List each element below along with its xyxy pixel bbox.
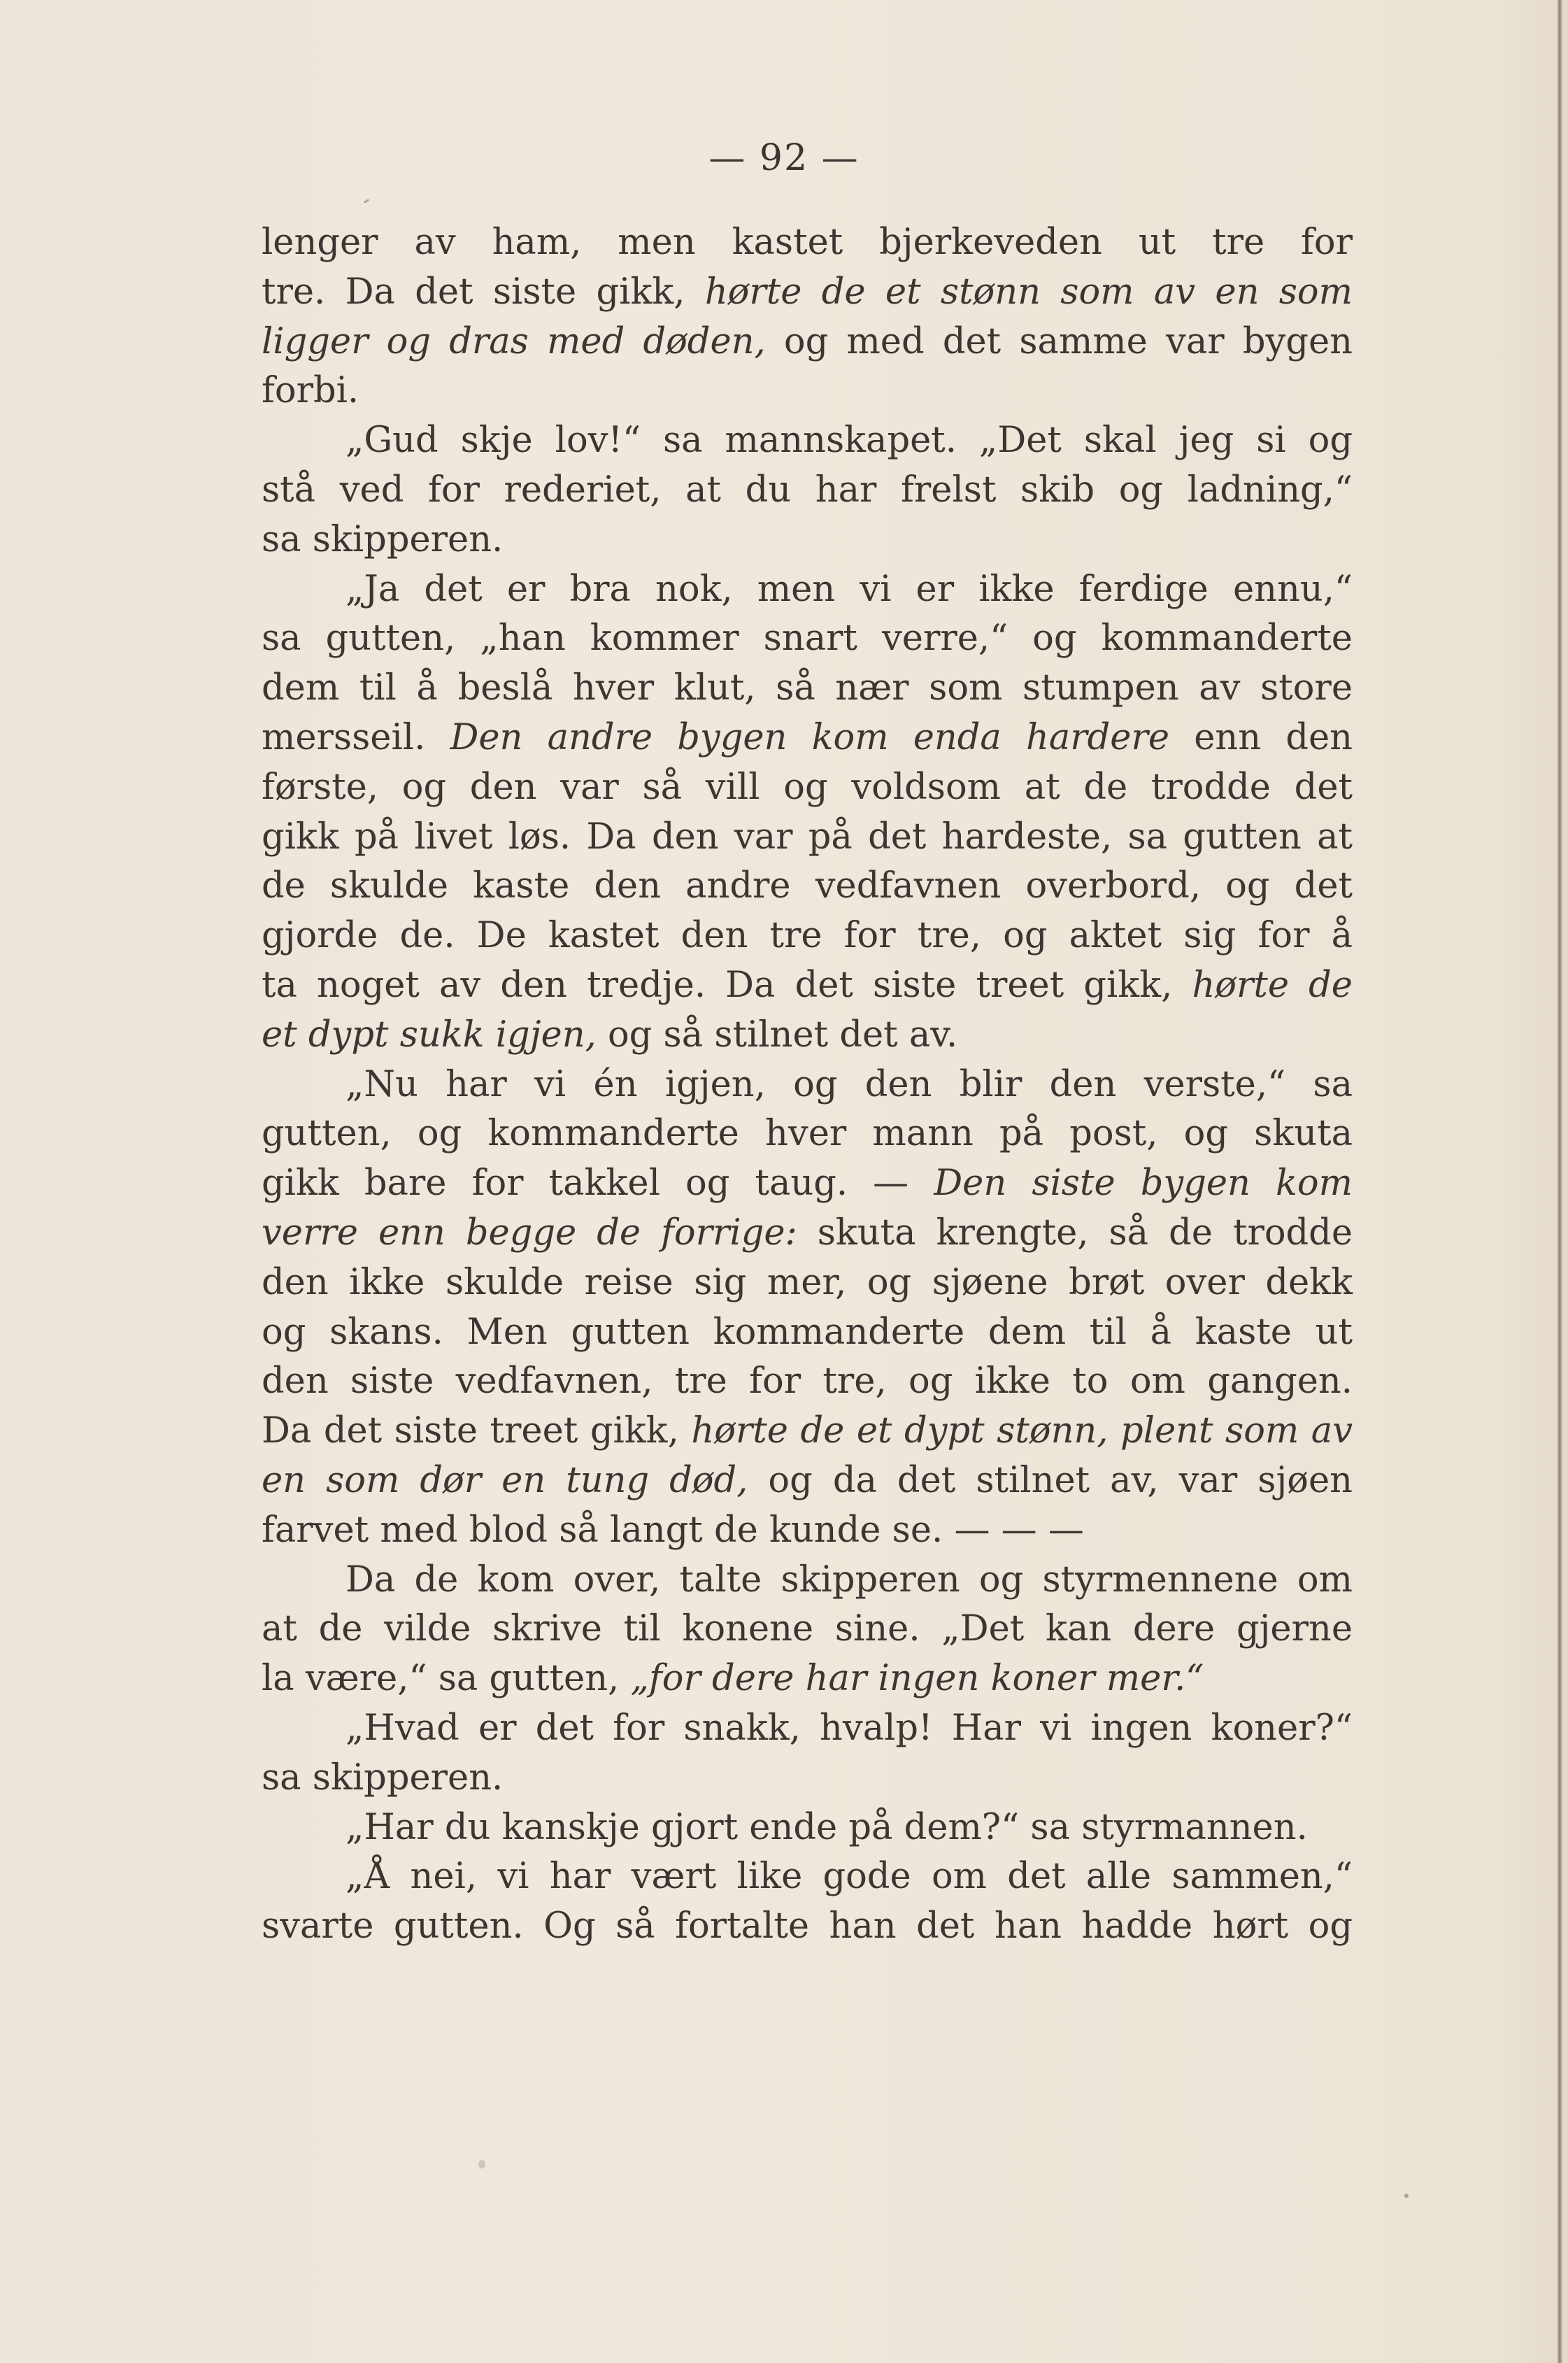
- text-line: [262, 763, 1353, 813]
- text-line: [262, 1407, 1353, 1456]
- text-line: [262, 1803, 1353, 1853]
- text-line: [262, 911, 1353, 961]
- text-line: [262, 416, 1353, 466]
- text-run: og så stilnet det av.: [596, 1014, 958, 1056]
- text-run: Da de kom over, talte skipperen og styrmennene om: [345, 1559, 1353, 1601]
- text-line: [262, 367, 1353, 416]
- text-run: sa skipperen.: [262, 518, 504, 560]
- text-line: [262, 813, 1353, 863]
- text-run: gikk på livet løs. Da den var på det hardeste, sa gutten at: [262, 816, 1353, 858]
- text-run: og skans. Men gutten kommanderte dem til å kaste ut: [262, 1311, 1353, 1353]
- text-line: [262, 466, 1353, 516]
- italic-text: hørte de: [1192, 964, 1353, 1006]
- text-line: [262, 714, 1353, 763]
- paper-speck: [478, 2160, 485, 2169]
- text-run: den ikke skulde reise sig mer, og sjøene brøt over dekk: [262, 1261, 1353, 1303]
- text-line: [262, 1902, 1353, 1952]
- text-run: den siste vedfavnen, tre for tre, og ikke to om gangen.: [262, 1361, 1353, 1403]
- text-run: svarte gutten. Og så fortalte han det han hadde hørt og: [262, 1906, 1353, 1947]
- text-run: gjorde de. De kastet den tre for tre, og aktet sig for å: [262, 915, 1353, 957]
- text-run: stå ved for rederiet, at du har frelst skib og ladning,“: [262, 469, 1353, 511]
- text-line: [262, 1011, 1353, 1060]
- text-run: „Har du kanskje gjort ende på dem?“ sa styrmannen.: [345, 1806, 1308, 1848]
- text-run: „Hvad er det for snakk, hvalp! Har vi ingen koner?“: [345, 1707, 1353, 1749]
- text-line: [262, 1258, 1353, 1308]
- text-line: [262, 1456, 1353, 1506]
- text-line: [262, 565, 1353, 615]
- text-run: dem til å beslå hver klut, så nær som stumpen av store: [262, 667, 1353, 709]
- text-run: at de vilde skrive til konene sine. „Det kan dere gjerne: [262, 1608, 1353, 1650]
- text-line: [262, 218, 1353, 268]
- page-number: — 92 —: [708, 137, 860, 179]
- text-line: [262, 1754, 1353, 1803]
- text-line: [262, 1109, 1353, 1159]
- text-line: [262, 1506, 1353, 1556]
- text-line: [262, 1704, 1353, 1754]
- text-line: [262, 1654, 1353, 1704]
- text-line: [262, 1852, 1353, 1902]
- italic-text: hørte de et dypt stønn, plent som av: [691, 1410, 1353, 1452]
- text-run: Da det siste treet gikk,: [262, 1410, 692, 1452]
- text-run: „Ja det er bra nok, men vi er ikke ferdige ennu,“: [345, 568, 1353, 610]
- page-edge-shadow: [1557, 0, 1562, 2363]
- text-run: gikk bare for takkel og taug. —: [262, 1163, 934, 1205]
- italic-text: ligger og dras med døden,: [262, 320, 766, 362]
- text-line: [262, 516, 1353, 565]
- text-line: [262, 1060, 1353, 1110]
- text-run: skuta krengte, så de trodde: [797, 1212, 1353, 1254]
- text-run: sa gutten, „han kommer snart verre,“ og kommanderte: [262, 618, 1353, 660]
- text-run: og da det stilnet av, var sjøen: [748, 1459, 1353, 1501]
- text-run: tre. Da det siste gikk,: [262, 271, 705, 313]
- text-run: lenger av ham, men kastet bjerkeveden ut tre for: [262, 222, 1353, 263]
- text-run: første, og den var så vill og voldsom at de trodde det: [262, 766, 1353, 808]
- text-run: forbi.: [262, 370, 359, 412]
- text-line: [262, 318, 1353, 367]
- text-run: „Å nei, vi har vært like gode om det alle sammen,“: [345, 1856, 1353, 1898]
- text-run: de skulde kaste den andre vedfavnen overbord, og det: [262, 865, 1353, 907]
- paper-speck: [1404, 2194, 1409, 2198]
- text-run: sa skipperen.: [262, 1757, 504, 1798]
- text-line: [262, 1209, 1353, 1258]
- text-run: mersseil.: [262, 716, 450, 758]
- text-line: [262, 1357, 1353, 1407]
- italic-text: verre enn begge de forrige:: [262, 1212, 797, 1254]
- text-run: enn den: [1169, 716, 1353, 758]
- italic-text: hørte de et stønn som av en som: [704, 271, 1353, 313]
- text-run: „Gud skje lov!“ sa mannskapet. „Det skal jeg si og: [345, 420, 1353, 462]
- text-run: la være,“ sa gutten,: [262, 1658, 631, 1700]
- paper-speck: [364, 199, 369, 204]
- text-run: og med det samme var bygen: [765, 320, 1353, 362]
- text-line: [262, 664, 1353, 714]
- text-line: [262, 961, 1353, 1011]
- text-line: [262, 1556, 1353, 1605]
- body-text: [262, 218, 1353, 1952]
- italic-text: Den andre bygen kom enda hardere: [450, 716, 1170, 758]
- text-run: farvet med blod så langt de kunde se. — — —: [262, 1509, 1084, 1551]
- text-line: [262, 614, 1353, 664]
- text-run: ta noget av den tredje. Da det siste treet gikk,: [262, 964, 1192, 1006]
- italic-text: Den siste bygen kom: [934, 1163, 1353, 1205]
- text-line: [262, 862, 1353, 911]
- text-run: gutten, og kommanderte hver mann på post, og skuta: [262, 1113, 1353, 1155]
- text-line: [262, 1605, 1353, 1654]
- text-line: [262, 1308, 1353, 1358]
- italic-text: et dypt sukk igjen,: [262, 1014, 597, 1056]
- text-line: [262, 1159, 1353, 1209]
- text-line: [262, 268, 1353, 318]
- text-run: „Nu har vi én igjen, og den blir den verste,“ sa: [345, 1063, 1353, 1105]
- italic-text: en som dør en tung død,: [262, 1459, 748, 1501]
- italic-text: „for dere har ingen koner mer.“: [630, 1658, 1204, 1700]
